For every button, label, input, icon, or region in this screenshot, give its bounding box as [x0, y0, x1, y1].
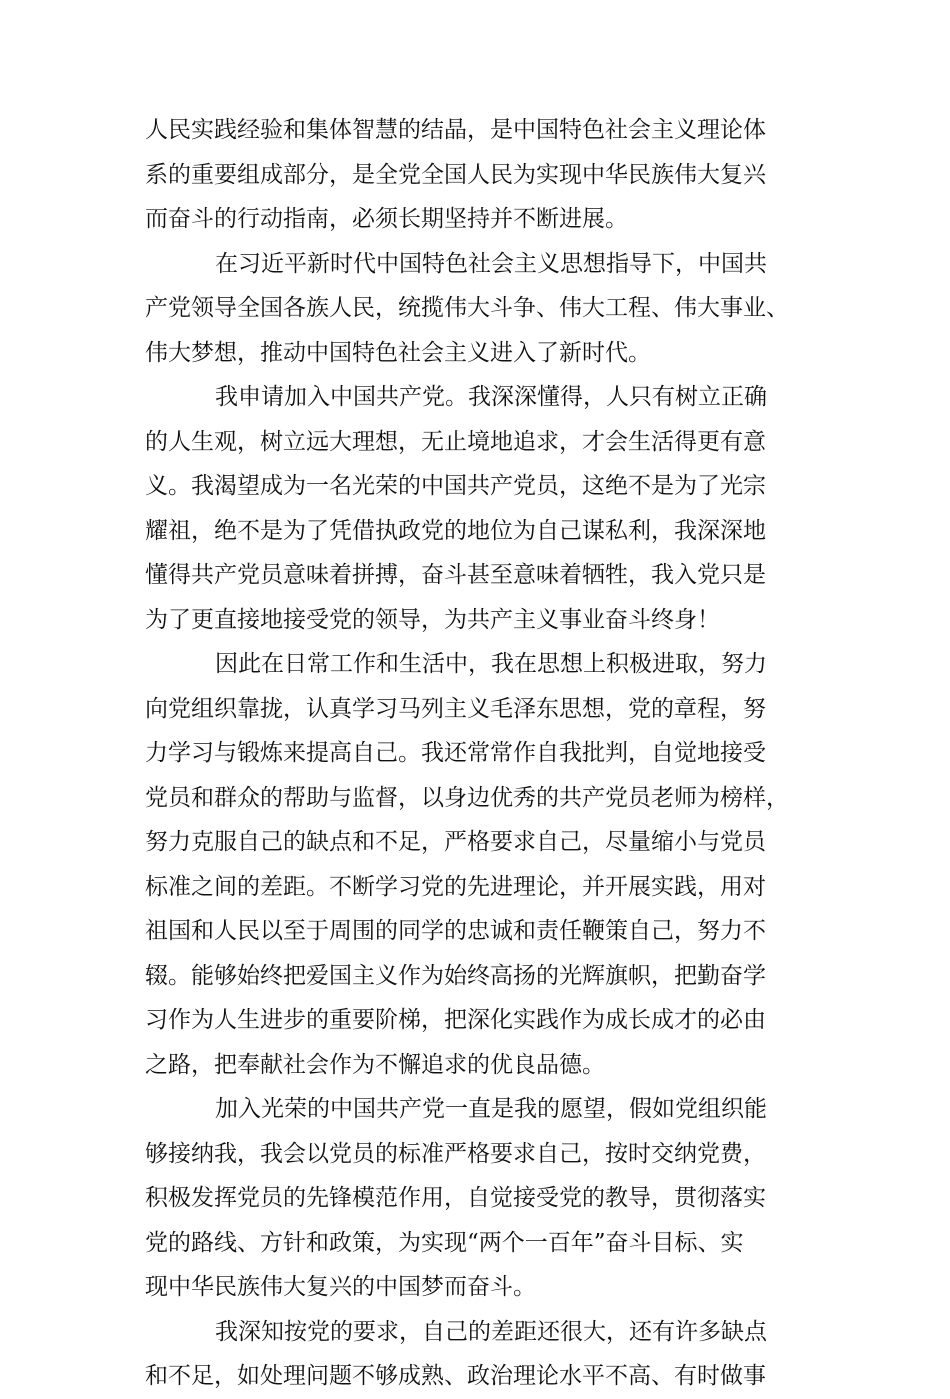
text-line: 积极发挥党员的先锋模范作用，自觉接受党的教导，贯彻落实 [145, 1185, 766, 1211]
text-line: 向党组织靠拢，认真学习马列主义毛泽东思想，党的章程，努 [145, 695, 766, 722]
text-line: 辍。能够始终把爱国主义作为始终高扬的光辉旗帜，把勤奋学 [145, 962, 766, 989]
text-line: 产党领导全国各族人民，统揽伟大斗争、伟大工程、伟大事业、 [145, 295, 789, 321]
text-line: 耀祖，绝不是为了凭借执政党的地位为自己谋私利，我深深地 [145, 517, 766, 544]
text-line: 为了更直接地接受党的领导，为共产主义事业奋斗终身！ [145, 606, 720, 633]
paragraph-first-line: 我申请加入中国共产党。我深深懂得，人只有树立正确 [215, 384, 767, 410]
paragraph-first-line: 加入光荣的中国共产党一直是我的愿望，假如党组织能 [215, 1096, 767, 1122]
text-line: 标准之间的差距。不断学习党的先进理论，并开展实践，用对 [145, 873, 766, 900]
text-line: 党的路线、方针和政策，为实现“两个一百年”奋斗目标、实 [145, 1229, 744, 1256]
text-line: 够接纳我，我会以党员的标准严格要求自己，按时交纳党费， [145, 1140, 766, 1167]
text-line: 伟大梦想，推动中国特色社会主义进入了新时代。 [145, 339, 651, 366]
document-body [145, 108, 805, 1399]
text-line: 懂得共产党员意味着拼搏，奋斗甚至意味着牺牲，我入党只是 [145, 562, 766, 588]
text-line: 而奋斗的行动指南，必须长期坚持并不断进展。 [145, 206, 628, 232]
text-line: 系的重要组成部分，是全党全国人民为实现中华民族伟大复兴 [145, 161, 766, 188]
text-line: 之路，把奉献社会作为不懈追求的优良品德。 [145, 1051, 605, 1078]
text-line: 力学习与锻炼来提高自己。我还常常作自我批判，自觉地接受 [145, 740, 766, 766]
paragraph-first-line: 因此在日常工作和生活中，我在思想上积极进取，努力 [215, 651, 767, 677]
text-line: 党员和群众的帮助与监督，以身边优秀的共产党员老师为榜样， [145, 784, 789, 811]
text-line: 努力克服自己的缺点和不足，严格要求自己，尽量缩小与党员 [145, 829, 766, 855]
text-line: 和不足，如处理问题不够成熟、政治理论水平不高、有时做事 [145, 1363, 766, 1389]
text-line: 人民实践经验和集体智慧的结晶，是中国特色社会主义理论体 [145, 117, 766, 143]
paragraph-first-line: 在习近平新时代中国特色社会主义思想指导下，中国共 [215, 250, 767, 277]
text-line: 义。我渴望成为一名光荣的中国共产党员，这绝不是为了光宗 [145, 473, 766, 499]
text-line: 现中华民族伟大复兴的中国梦而奋斗。 [145, 1274, 536, 1300]
paragraph-first-line: 我深知按党的要求，自己的差距还很大，还有许多缺点 [215, 1318, 767, 1345]
text-line: 的人生观，树立远大理想，无止境地追求，才会生活得更有意 [145, 428, 766, 455]
text-line: 习作为人生进步的重要阶梯，把深化实践作为成长成才的必由 [145, 1007, 766, 1033]
text-line: 祖国和人民以至于周围的同学的忠诚和责任鞭策自己，努力不 [145, 918, 766, 944]
